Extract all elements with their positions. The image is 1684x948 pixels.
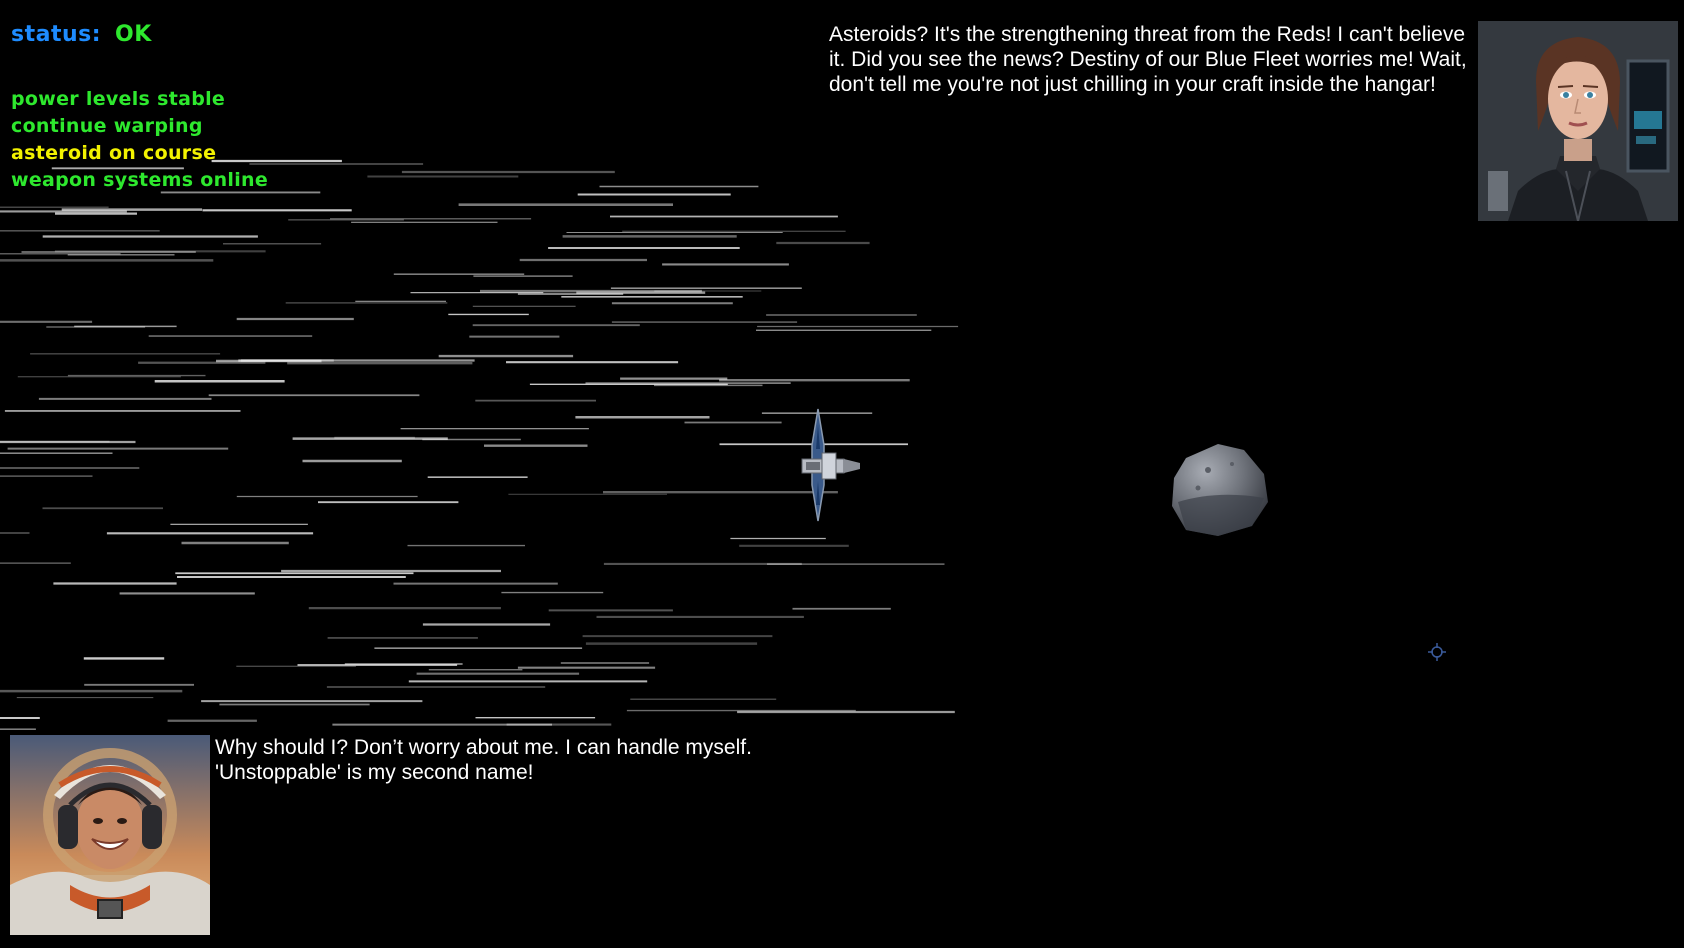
hud-message: weapon systems online — [11, 169, 269, 191]
crosshair-icon — [1428, 643, 1446, 661]
pilot-dialog-text: Why should I? Don’t worry about me. I can handle myself. 'Unstoppable' is my second name! — [215, 736, 752, 784]
status-value: OK — [115, 22, 152, 47]
asteroid[interactable] — [1168, 440, 1272, 540]
commander-dialog-text: Asteroids? It's the strengthening threat from the Reds! I can't believe it. Did you see the news? Destiny of our Blue Fleet worries me! Wait, don't tell me you're not just chilling in your craft inside the hangar! — [829, 23, 1467, 96]
hud-message: continue warping — [11, 115, 203, 137]
hud-message: asteroid on course — [11, 142, 217, 164]
status-label: status: — [11, 22, 102, 47]
commander-portrait — [1478, 21, 1678, 221]
status-readout — [11, 22, 152, 47]
hud-message: power levels stable — [11, 88, 226, 110]
hud-message-list — [11, 86, 268, 194]
pilot-portrait — [10, 735, 210, 935]
player-spaceship[interactable] — [798, 405, 870, 525]
